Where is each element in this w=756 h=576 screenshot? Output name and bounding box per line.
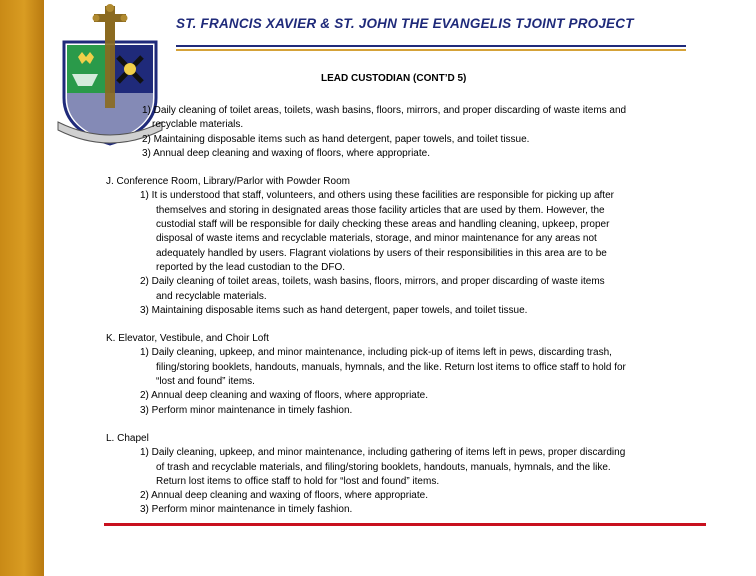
page-title: ST. FRANCIS XAVIER & ST. JOHN THE EVANGELIS TJOINT PROJECT [176, 16, 634, 31]
list-item: 3) Perform minor maintenance in timely fashion. [140, 404, 353, 416]
list-item: 3) Maintaining disposable items such as hand detergent, paper towels, and toilet tissue. [140, 304, 528, 316]
list-item: 2) Daily cleaning of toilet areas, toilets, wash basins, floors, mirrors, and proper discarding of waste items [140, 276, 605, 288]
list-item: 2) Annual deep cleaning and waxing of floors, where appropriate. [140, 490, 428, 502]
section-heading-l: L. Chapel [106, 432, 149, 444]
list-item: 3) Annual deep cleaning and waxing of floors, where appropriate. [142, 147, 430, 159]
list-item-continuation: and recyclable materials. [156, 290, 267, 302]
title-divider-blue [176, 45, 686, 47]
list-item: 1) It is understood that staff, volunteers, and others using these facilities are responsible for picking up after [140, 190, 614, 202]
left-sidebar-bar [0, 0, 44, 576]
document-body [106, 104, 726, 518]
list-item-continuation: “lost and found” items. [156, 376, 255, 388]
list-item-continuation: themselves and storing in designated areas those facility articles that are used by them. However, the [156, 204, 605, 216]
list-item-continuation: of trash and recyclable materials, and filing/storing booklets, handouts, manuals, hymnals, and the like. [156, 461, 611, 473]
list-item-continuation: recyclable materials. [152, 119, 244, 131]
section-heading-k: K. Elevator, Vestibule, and Choir Loft [106, 333, 269, 345]
list-item-continuation: Return lost items to office staff to hold for “lost and found” items. [156, 475, 440, 487]
bottom-divider [104, 523, 706, 526]
list-item: 2) Maintaining disposable items such as hand detergent, paper towels, and toilet tissue. [142, 133, 530, 145]
list-item: 1) Daily cleaning, upkeep, and minor maintenance, including gathering of items left in pews, proper discarding [140, 447, 626, 459]
list-item-continuation: reported by the lead custodian to the DFO. [156, 261, 345, 273]
list-item: 2) Annual deep cleaning and waxing of floors, where appropriate. [140, 390, 428, 402]
list-item: 1) Daily cleaning, upkeep, and minor maintenance, including pick-up of items left in pews, discarding trash, [140, 347, 612, 359]
list-item-continuation: disposal of waste items and recyclable materials, storage, and minor maintenance for any areas not [156, 233, 597, 245]
list-item-continuation: adequately handled by users. Flagrant violations by users of their responsibilities in this area are to be [156, 247, 607, 259]
title-divider-gold [176, 49, 686, 51]
list-item: 3) Perform minor maintenance in timely fashion. [140, 504, 353, 516]
list-item: 1) Daily cleaning of toilet areas, toilets, wash basins, floors, mirrors, and proper discarding of waste items and [142, 105, 627, 116]
list-item-continuation: custodial staff will be responsible for daily checking these areas and handling cleaning, upkeep, proper [156, 219, 610, 231]
section-heading-j: J. Conference Room, Library/Parlor with Powder Room [106, 176, 350, 188]
section-subtitle: LEAD CUSTODIAN (CONT’D 5) [321, 73, 467, 84]
list-item-continuation: filing/storing booklets, handouts, manuals, hymnals, and the like. Return lost items to office staff to hold for [156, 361, 626, 373]
